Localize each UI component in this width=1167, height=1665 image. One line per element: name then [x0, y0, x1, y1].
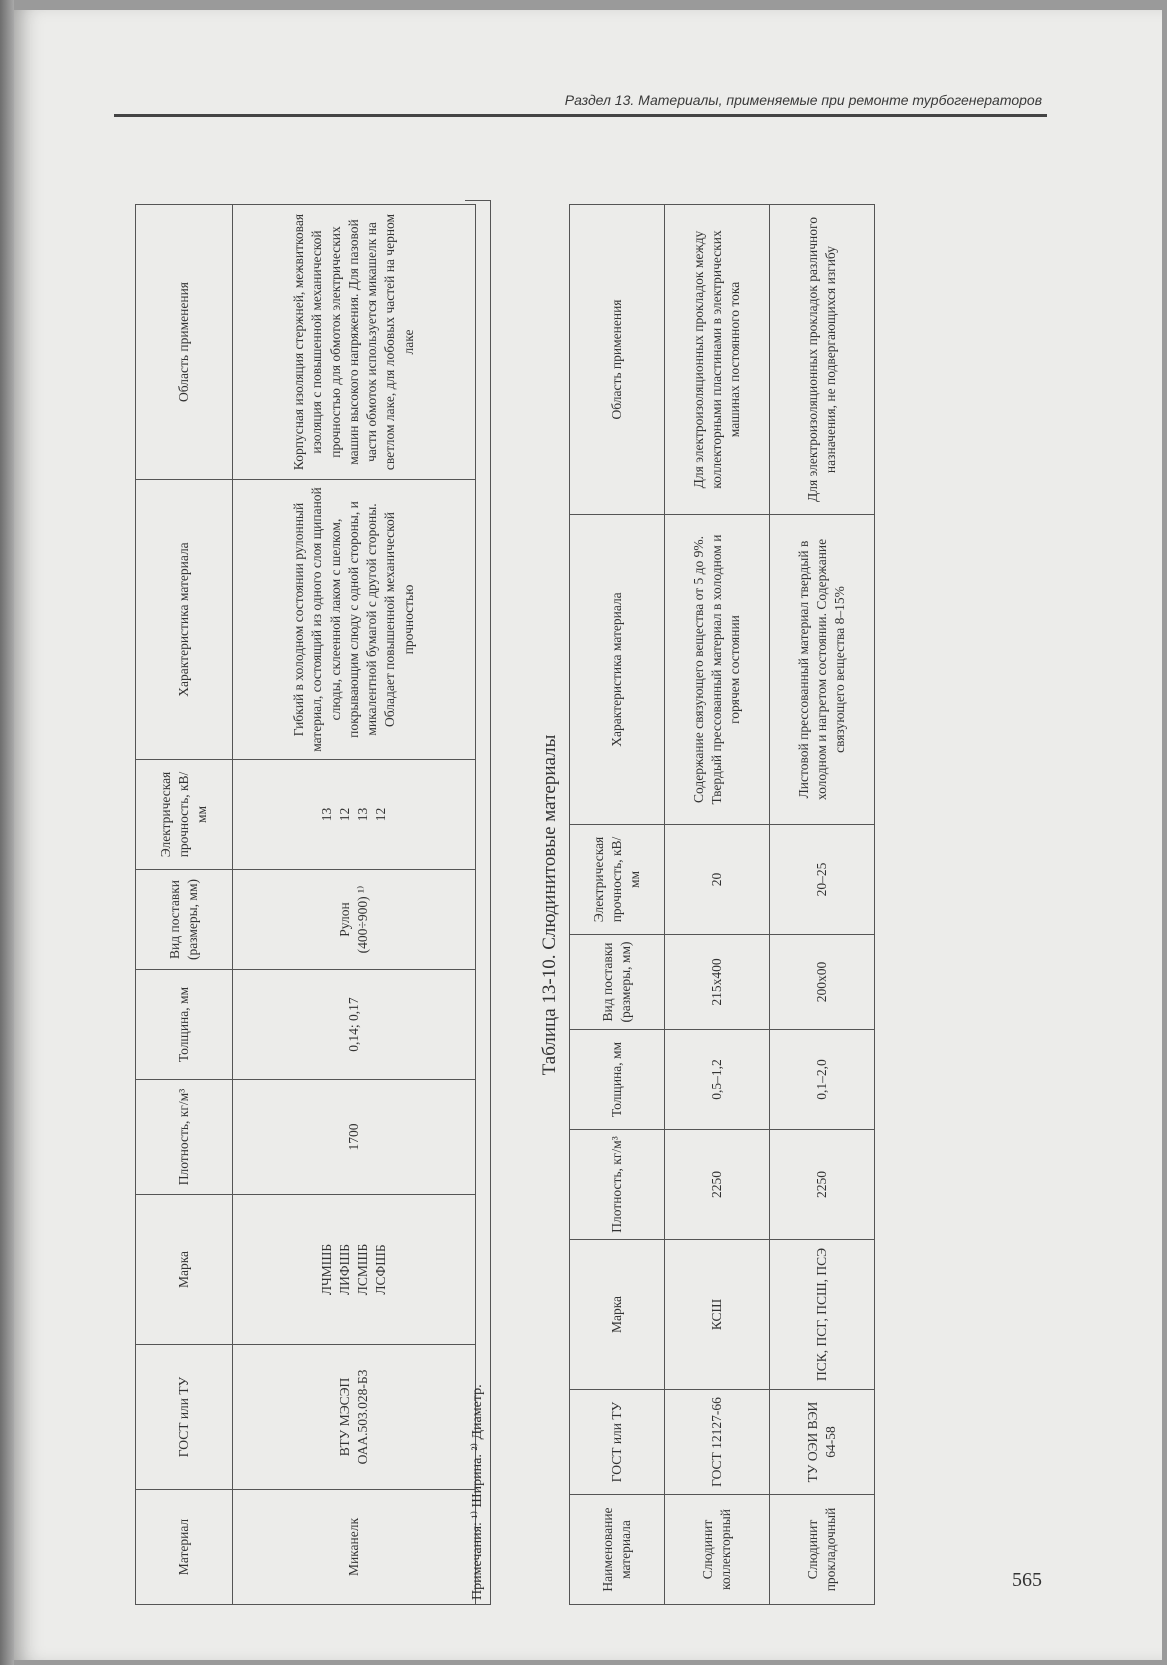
supply-cell: 200х00	[770, 935, 875, 1030]
density-cell: 2250	[665, 1130, 770, 1240]
gost-cell: ТУ ОЭИ ВЭИ 64-58	[770, 1390, 875, 1495]
page-gutter	[0, 0, 14, 1665]
density-cell: 2250	[770, 1130, 875, 1240]
marks-cell: ЛЧМШБ ЛИФШБ ЛСМШБ ЛСФШБ	[233, 1195, 476, 1345]
rotated-content	[119, 135, 1039, 1605]
mark-cell: ПСК, ПСГ, ПСШ, ПСЭ	[770, 1240, 875, 1390]
col-header: Область применения	[136, 205, 233, 480]
characteristic-cell: Листовой прессованный материал твердый в холодном и нагретом состоянии. Содержание связующего вещества 8–15%	[770, 515, 875, 825]
col-header: Плотность, кг/м³	[136, 1080, 233, 1195]
col-header: Толщина, мм	[136, 970, 233, 1080]
name-cell: Слюдинит прокладочный	[770, 1495, 875, 1605]
col-header: Электрическая прочность, кВ/мм	[570, 825, 665, 935]
col-header: Плотность, кг/м³	[570, 1130, 665, 1240]
thickness-cell: 0,1–2,0	[770, 1030, 875, 1130]
col-header: Материал	[136, 1490, 233, 1605]
characteristic-cell: Гибкий в холодном состоянии рулонный материал, состоящий из одного слоя щипаной слюды, склеенной лаком с шелком, покрывающим слюду с одной стороны, и микалентной бумагой с другой стороны. Обладает повышенной механической прочностью	[233, 480, 476, 760]
table-note: Примечания: ¹⁾ Ширина. ²⁾ Диаметр.	[465, 200, 491, 1605]
table-header-row	[136, 205, 233, 1605]
strength-cell: 13 12 13 12	[233, 760, 476, 870]
col-header: Характеристика материала	[570, 515, 665, 825]
col-header: Марка	[570, 1240, 665, 1390]
table-row	[233, 205, 476, 1605]
mark-cell: КСШ	[665, 1240, 770, 1390]
col-header: ГОСТ или ТУ	[570, 1390, 665, 1495]
book-page	[14, 10, 1162, 1660]
col-header: Характеристика материала	[136, 480, 233, 760]
table-title: Таблица 13-10. Слюдинитовые материалы	[539, 734, 560, 1076]
application-cell: Корпусная изоляция стержней, межвитковая изоляция с повышенной механической прочностью для обмоток электрических машин высокого напряжения. Для пазовой части обмоток используется микашелк на светлом лаке, для лобовых частей на черном лаке	[233, 205, 476, 480]
name-cell: Слюдинит коллекторный	[665, 1495, 770, 1605]
col-header: Вид поставки (размеры, мм)	[570, 935, 665, 1030]
sludinit-table	[569, 204, 875, 1605]
col-header: Марка	[136, 1195, 233, 1345]
running-header: Раздел 13. Материалы, применяемые при ремонте турбогенераторов	[564, 92, 1042, 108]
col-header: Наименование материала	[570, 1495, 665, 1605]
table-header-row	[570, 205, 665, 1605]
thickness-cell: 0,14; 0,17	[233, 970, 476, 1080]
page-number: 565	[1012, 1569, 1042, 1591]
col-header: Электрическая прочность, кВ/мм	[136, 760, 233, 870]
table-row	[770, 205, 875, 1605]
col-header: Вид поставки (размеры, мм)	[136, 870, 233, 970]
col-header: Толщина, мм	[570, 1030, 665, 1130]
material-cell: Миканелк	[233, 1490, 476, 1605]
strength-cell: 20	[665, 825, 770, 935]
col-header: ГОСТ или ТУ	[136, 1345, 233, 1490]
density-cell: 1700	[233, 1080, 476, 1195]
application-cell: Для электроизоляционных прокладок различного назначения, не подвергающихся изгибу	[770, 205, 875, 515]
gost-cell: ВТУ МЭСЭП ОАА.503.028-Б3	[233, 1345, 476, 1490]
col-header: Область применения	[570, 205, 665, 515]
header-rule	[114, 114, 1047, 117]
application-cell: Для электроизоляционных прокладок между коллекторными пластинами в электрических машинах постоянного тока	[665, 205, 770, 515]
mikashelk-table	[135, 204, 476, 1605]
gost-cell: ГОСТ 12127-66	[665, 1390, 770, 1495]
supply-cell: Рулон (400÷900) ¹⁾	[233, 870, 476, 970]
characteristic-cell: Содержание связующего вещества от 5 до 9%. Твердый прессованный материал в холодном и горячем состоянии	[665, 515, 770, 825]
strength-cell: 20–25	[770, 825, 875, 935]
thickness-cell: 0,5–1,2	[665, 1030, 770, 1130]
table-row	[665, 205, 770, 1605]
supply-cell: 215х400	[665, 935, 770, 1030]
